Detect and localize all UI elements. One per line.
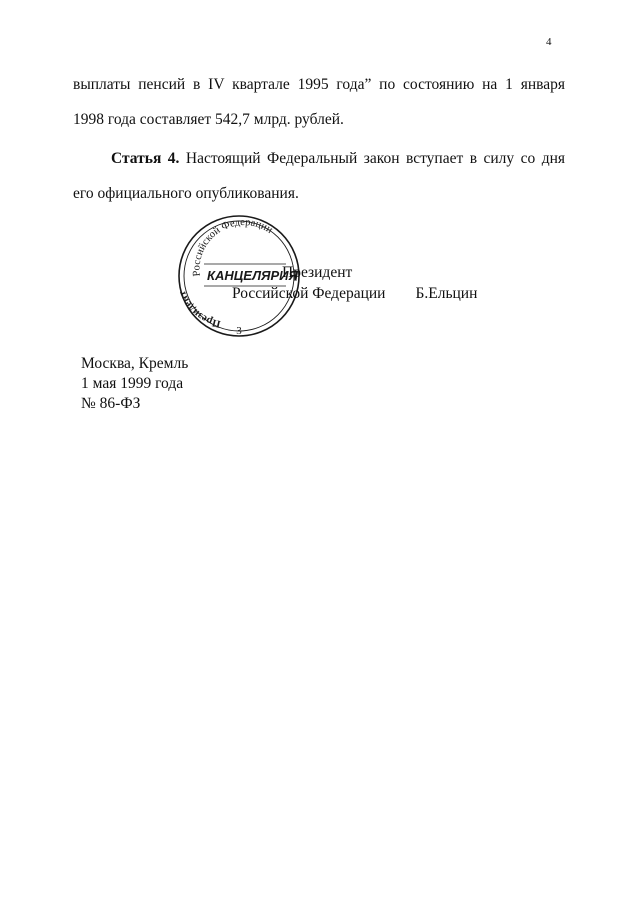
svg-text:Президент — [177, 288, 222, 329]
law-number: № 86-ФЗ — [81, 395, 141, 412]
article-4-label: Статья 4. — [111, 150, 180, 167]
signature-block — [232, 262, 477, 304]
stamp-left-text: Президент — [176, 289, 222, 329]
paragraph-line-1: выплаты пенсий в IV квартале 1995 года” по состоянию на 1 января — [73, 76, 565, 93]
signature-title-text: Российской Федерации — [232, 285, 386, 302]
article-4-line-2: его официального опубликования. — [73, 185, 299, 202]
signature-title-line-1: Президент — [282, 264, 353, 281]
signatory-name: Б.Ельцин — [415, 285, 478, 302]
stamp-center-text: КАНЦЕЛЯРИЯ — [207, 268, 298, 283]
stamp-number: 3 — [236, 325, 242, 337]
signature-title-line-2 — [232, 283, 477, 304]
page-number: 4 — [546, 36, 552, 48]
place-of-signing: Москва, Кремль — [81, 355, 189, 372]
article-4-text: Настоящий Федеральный закон вступает в силу со дня — [179, 150, 566, 167]
date-of-signing: 1 мая 1999 года — [81, 375, 184, 392]
paragraph-line-2: 1998 года составляет 542,7 млрд. рублей. — [73, 111, 344, 128]
document-meta — [81, 354, 188, 414]
article-4-line-1 — [111, 150, 565, 168]
stamp-top-text: Российской Федерации — [191, 216, 275, 277]
